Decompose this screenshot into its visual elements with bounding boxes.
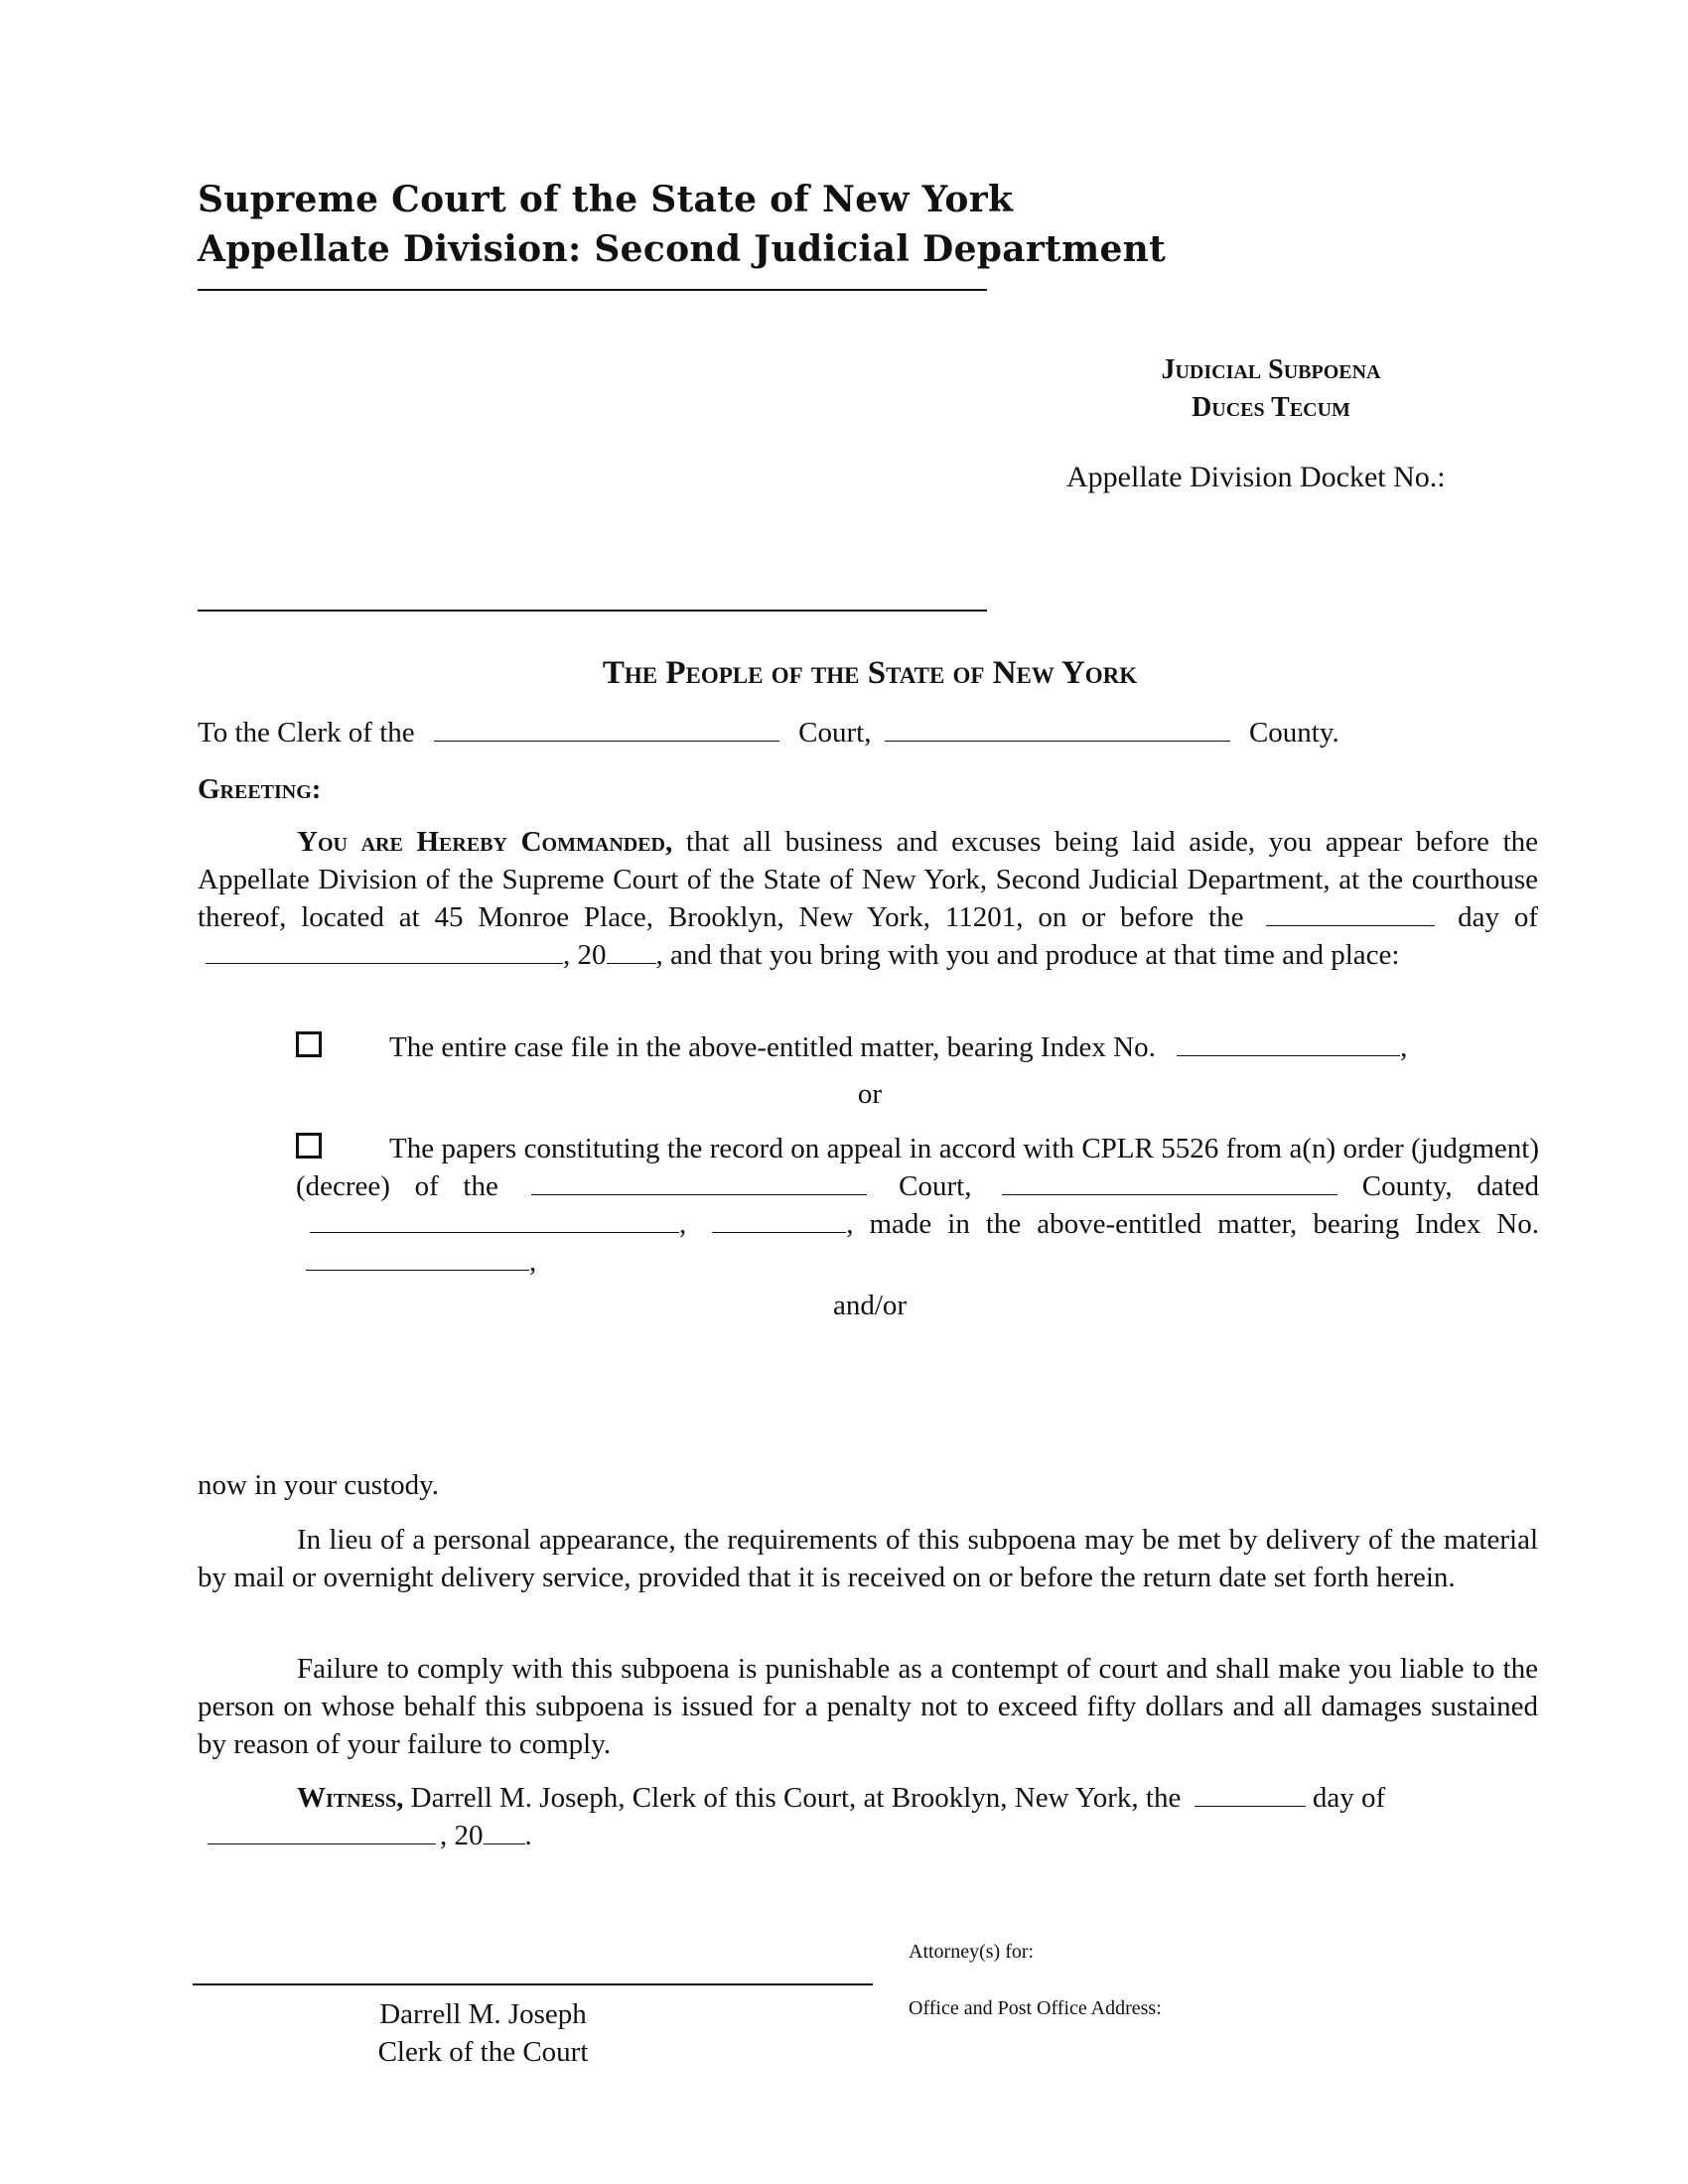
witness-day-of: day of [1312, 1782, 1386, 1814]
county-word: County. [1248, 717, 1339, 749]
court-name-line1: Supreme Court of the State of New York [198, 179, 1014, 220]
return-day-blank[interactable] [1266, 899, 1435, 926]
subpoena-title [1092, 351, 1450, 427]
option2-paragraph [296, 1130, 1539, 1281]
option1-text: The entire case file in the above-entitled matter, bearing Index No. [389, 1031, 1156, 1063]
witness-lead: Witness, [297, 1782, 404, 1814]
option2-year-blank[interactable] [712, 1206, 846, 1233]
and-or-text: and/or [832, 1290, 908, 1321]
option1-line [296, 1028, 1407, 1066]
option2-made-in: , made in the above-entitled matter, [846, 1208, 1298, 1240]
option1-suffix: , [1400, 1031, 1408, 1063]
command-paragraph [198, 823, 1538, 974]
or-text: or [857, 1078, 883, 1110]
option2-county-dated: County, dated [1361, 1170, 1540, 1202]
return-month-blank[interactable] [206, 937, 563, 964]
command-lead: You are Hereby Commanded, [297, 826, 673, 858]
option2-bearing: bearing Index No. [1313, 1208, 1539, 1240]
people-title: The People of the State of New York [602, 655, 1138, 691]
signature-name: Darrell M. Joseph [379, 1998, 587, 2030]
witness-paragraph [198, 1779, 1538, 1854]
option2-court-word: Court, [899, 1170, 972, 1202]
court-word: Court, [798, 717, 872, 749]
return-year-blank[interactable] [607, 937, 656, 964]
lieu-paragraph: In lieu of a personal appearance, the requirements of this subpoena may be met by delivery of the material by mail or overnight delivery service, provided that it is received on or before the return date set forth herein. [198, 1524, 1538, 1593]
court-name-blank[interactable] [434, 715, 779, 742]
county-name-blank[interactable] [885, 715, 1230, 742]
subpoena-title-line1: Judicial Subpoena [1161, 354, 1381, 385]
witness-year-blank[interactable] [484, 1818, 525, 1844]
to-clerk-line [198, 714, 1339, 751]
option2-text1: The papers constituting the record on appeal in accord with CPLR 5526 from a(n) order (judgment) (decree) of the [296, 1133, 1539, 1202]
witness-end: . [524, 1820, 532, 1851]
command-year-prefix: , 20 [563, 939, 607, 971]
option1-checkbox[interactable] [296, 1031, 322, 1057]
option1-index-blank[interactable] [1177, 1029, 1400, 1056]
header-divider [198, 289, 987, 291]
office-address-label: Office and Post Office Address: [909, 1997, 1162, 2019]
caption-divider [198, 610, 987, 612]
option2-index-blank[interactable] [306, 1244, 529, 1271]
greeting: Greeting: [198, 773, 322, 805]
witness-day-blank[interactable] [1195, 1780, 1306, 1807]
signature-title: Clerk of the Court [377, 2036, 589, 2068]
signature-line[interactable] [193, 1983, 873, 1985]
subpoena-title-line2: Duces Tecum [1192, 392, 1350, 423]
court-name-line2: Appellate Division: Second Judicial Department [198, 228, 1167, 270]
command-day-of: day of [1458, 901, 1539, 933]
docket-label: Appellate Division Docket No.: [1066, 461, 1446, 493]
signature-block [193, 1995, 774, 2071]
command-text2: , and that you bring with you and produce at that time and place: [655, 939, 1400, 971]
failure-paragraph: Failure to comply with this subpoena is punishable as a contempt of court and shall make you liable to the person on whose behalf this subpoena is issued for a penalty not to exceed fifty dollars and all damages sustained by reason of your failure to comply. [198, 1653, 1538, 1760]
option2-comma: , [679, 1208, 687, 1240]
attorney-for-label: Attorney(s) for: [909, 1941, 1035, 1963]
option2-suffix: , [529, 1246, 537, 1278]
witness-month-blank[interactable] [208, 1818, 436, 1844]
command-text1: that all business and excuses being laid aside, you appear before the Appellate Division of the Supreme Court of the State of New York, Second Judicial Department, at the courthouse thereof, located at 45 Monroe Place, Brooklyn, New York, 11201, on or before the [198, 826, 1539, 933]
option2-date-blank[interactable] [310, 1206, 679, 1233]
witness-year-prefix: , 20 [440, 1820, 484, 1851]
option2-court-blank[interactable] [531, 1168, 867, 1195]
option2-checkbox[interactable] [296, 1133, 322, 1159]
custody-text: now in your custody. [198, 1469, 439, 1501]
witness-text: Darrell M. Joseph, Clerk of this Court, at Brooklyn, New York, the [410, 1782, 1182, 1814]
to-clerk-prefix: To the Clerk of the [198, 717, 415, 749]
option2-county-blank[interactable] [1002, 1168, 1337, 1195]
